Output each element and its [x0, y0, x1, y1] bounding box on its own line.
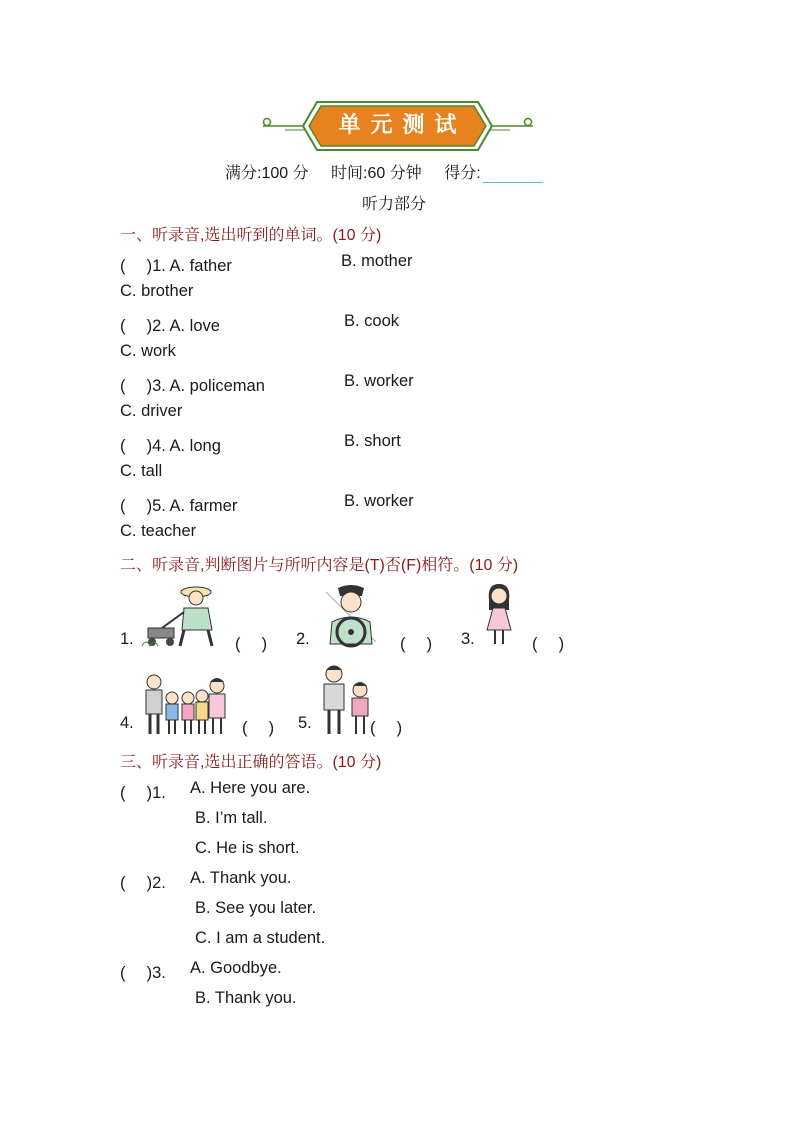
s1-q1-stem: ( )1. A. father	[120, 257, 232, 275]
s1-q1-option-c: C. brother	[120, 282, 194, 300]
banner-title: 单元测试	[338, 113, 467, 138]
exam-time: 时间:60 分钟	[331, 165, 422, 182]
score-label: 得分:	[444, 165, 481, 182]
s3-q1-option-b: B. I’m tall.	[195, 809, 268, 827]
part-title: 听力部分	[362, 196, 427, 213]
farmer-mowing-picture	[140, 582, 220, 650]
s2-q5-number: 5.	[298, 714, 312, 732]
s1-q3-option-b: B. worker	[344, 372, 414, 390]
s3-q1-option-c: C. He is short.	[195, 839, 300, 857]
s1-q2-option-c: C. work	[120, 342, 176, 360]
two-people-picture	[320, 664, 374, 736]
score-blank[interactable]	[483, 160, 543, 183]
s1-q4-option-b: B. short	[344, 432, 401, 450]
s2-q2-number: 2.	[296, 630, 310, 648]
s2-q3-answer[interactable]: ( )	[532, 635, 565, 653]
s1-q3-stem: ( )3. A. policeman	[120, 377, 265, 395]
s2-q2-answer[interactable]: ( )	[400, 635, 433, 653]
s3-q3-option-a: A. Goodbye.	[190, 959, 282, 977]
s1-q3-option-c: C. driver	[120, 402, 183, 420]
section2-title: 二、听录音,判断图片与所听内容是(T)否(F)相符。(10 分)	[120, 557, 519, 574]
s1-q2-option-b: B. cook	[344, 312, 400, 330]
s1-q2-stem: ( )2. A. love	[120, 317, 220, 335]
s2-q3-number: 3.	[461, 630, 475, 648]
s2-q5-answer[interactable]: ( )	[370, 719, 403, 737]
girl-picture	[483, 582, 515, 648]
s2-q1-answer[interactable]: ( )	[235, 635, 268, 653]
section3-title: 三、听录音,选出正确的答语。(10 分)	[120, 754, 382, 771]
s3-q1-option-a: A. Here you are.	[190, 779, 311, 797]
s1-q5-option-b: B. worker	[344, 492, 414, 510]
s1-q1-option-b: B. mother	[341, 252, 413, 270]
s1-q5-option-c: C. teacher	[120, 522, 197, 540]
s1-q4-option-c: C. tall	[120, 462, 163, 480]
s2-q4-number: 4.	[120, 714, 134, 732]
s3-q2-option-c: C. I am a student.	[195, 929, 326, 947]
s3-q1-stem: ( )1.	[120, 784, 166, 802]
s3-q2-option-a: A. Thank you.	[190, 869, 292, 887]
section1-title: 一、听录音,选出听到的单词。(10 分)	[120, 227, 382, 244]
s2-q1-number: 1.	[120, 630, 134, 648]
s1-q4-stem: ( )4. A. long	[120, 437, 221, 455]
s3-q2-option-b: B. See you later.	[195, 899, 317, 917]
s1-q5-stem: ( )5. A. farmer	[120, 497, 238, 515]
s3-q2-stem: ( )2.	[120, 874, 166, 892]
exam-info	[225, 160, 561, 183]
s2-q4-answer[interactable]: ( )	[242, 719, 275, 737]
full-score: 满分:100 分	[225, 165, 309, 182]
s3-q3-stem: ( )3.	[120, 964, 166, 982]
driver-picture	[318, 582, 384, 648]
family-picture	[142, 672, 228, 736]
s3-q3-option-b: B. Thank you.	[195, 989, 297, 1007]
title-banner	[255, 96, 540, 156]
